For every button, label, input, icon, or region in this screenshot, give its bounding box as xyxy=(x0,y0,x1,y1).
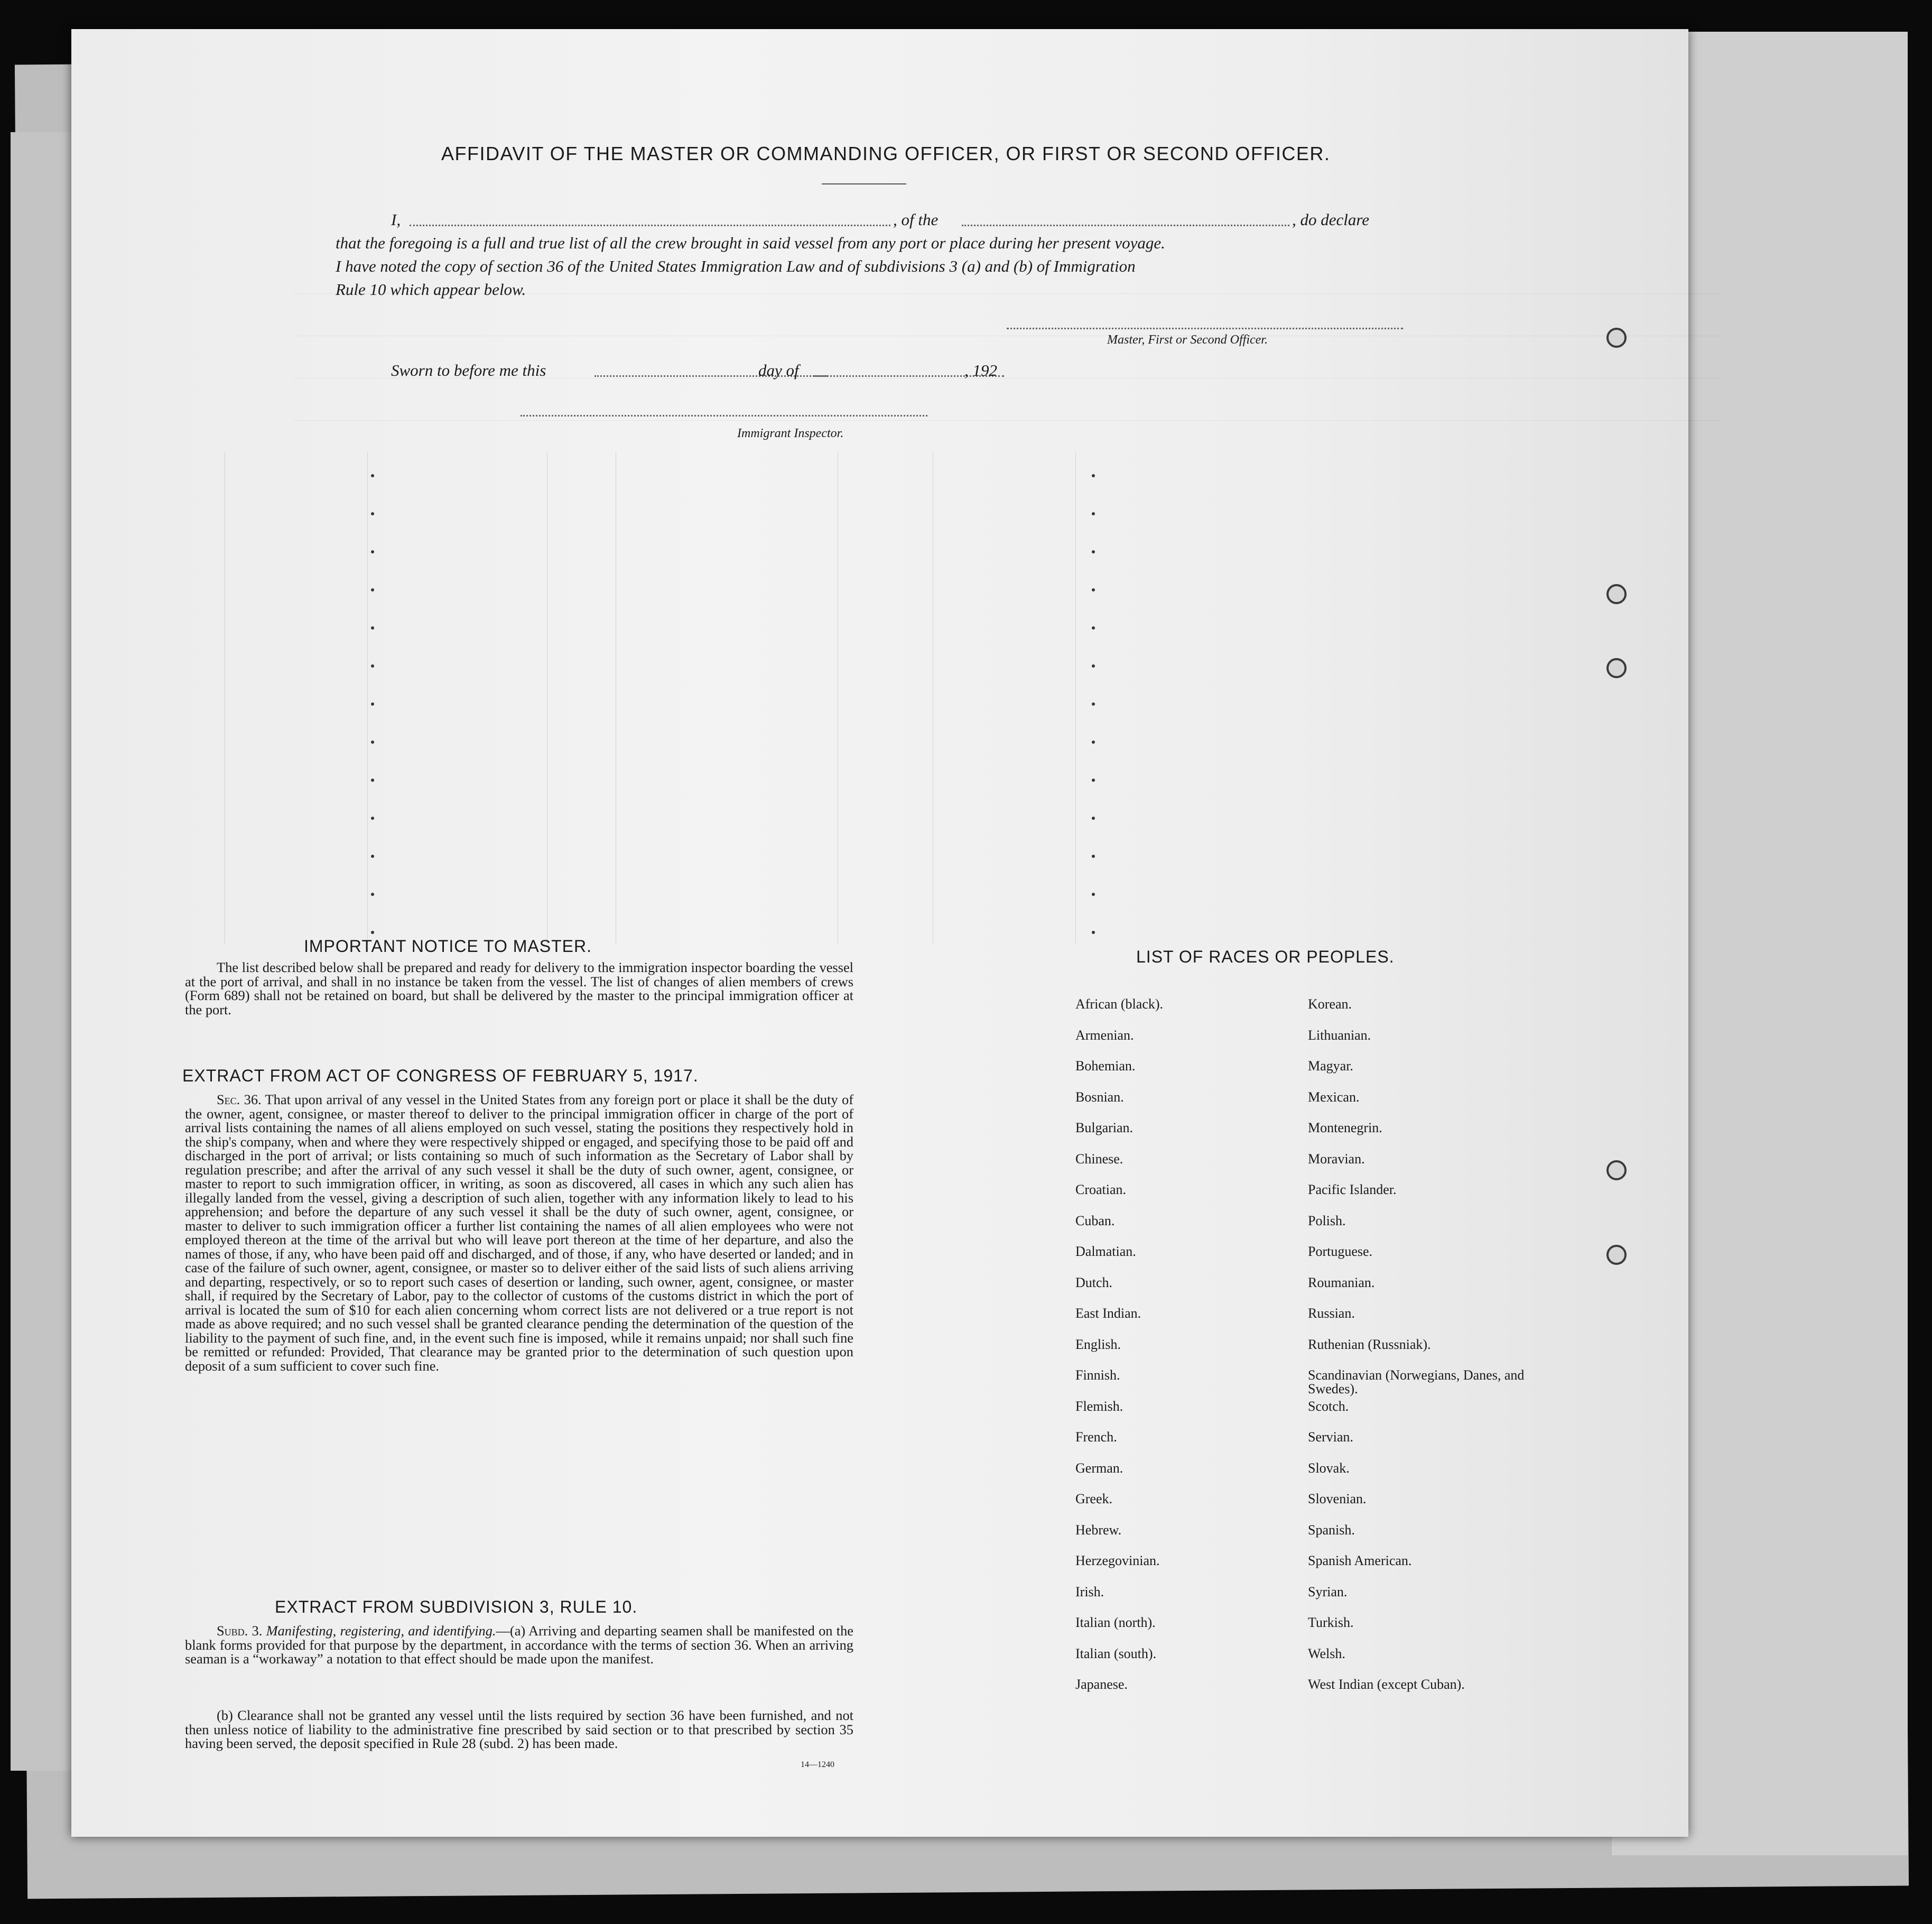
section-text: That upon arrival of any vessel in the United States from any foreign port or place it shall be the duty of the owner, agent, consignee, or master thereof to deliver to the principal immigration officer in charge of the port of arrival lists containing the names of all aliens employed on such vessel, stating the positions they respectively hold in the ship's company, when and where they were respectively shipped or engaged, and specifying those to be paid off and discharged in the port of arrival; or lists containing so much of such information as the Secretary of Labor shall by regulation prescribe; and after the arrival of any such vessel it shall be the duty of such owner, agent, consignee, or master to report to such immigration officer, in writing, as soon as discovered, all cases in which any such alien has illegally landed from the vessel, giving a description of such alien, together with any information likely to lead to his apprehension; and before the departure of any such vessel it shall be the duty of such owner, agent, consignee, or master to deliver to such immigration officer a further list containing the names of all alien employees who were not employed thereon at the time of the arrival but who will leave port thereon at the time of her departure, and also the names of those, if any, who have been paid off and discharged, and of those, if any, who have deserted or landed; and in case of the failure of such owner, agent, consignee, or master so to deliver either of the said lists of such aliens arriving and departing, respectively, or so to report such cases of desertion or landing, such owner, agent, consignee, or master shall, if required by the Secretary of Labor, pay to the collector of customs of the customs district in which the port of arrival is located the sum of $10 for each alien concerning whom correct lists are not delivered or a true report is not made as above required; and no such vessel shall be granted clearance pending the determination of the question of the liability to the payment of such fine, and, in the event such fine is imposed, while it remains unpaid; nor shall such fine be remitted or refunded: Provided, That clearance may be granted prior to the determination of such question upon deposit of a sum sufficient to cover such fine. xyxy=(185,1092,853,1374)
race-item: Roumanian. xyxy=(1308,1274,1375,1290)
declaration-of-the: , of the xyxy=(893,210,939,229)
form-number: 14—1240 xyxy=(801,1760,834,1769)
race-item: Slovenian. xyxy=(1308,1491,1367,1506)
race-item: Korean. xyxy=(1308,996,1352,1012)
day-of-text: day of xyxy=(758,361,799,380)
race-item: Italian (north). xyxy=(1075,1615,1156,1630)
section-label: Sec. 36. xyxy=(217,1092,262,1107)
notice-title: IMPORTANT NOTICE TO MASTER. xyxy=(304,937,592,956)
race-item: Dutch. xyxy=(1075,1274,1113,1290)
race-item: Mexican. xyxy=(1308,1089,1360,1105)
race-item: African (black). xyxy=(1075,996,1164,1012)
race-item: Welsh. xyxy=(1308,1645,1345,1661)
extract-act-text xyxy=(185,1093,853,1373)
race-item: Scotch. xyxy=(1308,1398,1349,1414)
inspector-signature-field[interactable] xyxy=(521,415,927,417)
race-item: Russian. xyxy=(1308,1306,1355,1321)
affidavit-title: AFFIDAVIT OF THE MASTER OR COMMANDING OFFICER, OR FIRST OR SECOND OFFICER. xyxy=(441,143,1331,164)
race-item: Cuban. xyxy=(1075,1213,1115,1228)
race-item: Lithuanian. xyxy=(1308,1027,1371,1043)
race-item: Armenian. xyxy=(1075,1027,1134,1043)
race-item: Turkish. xyxy=(1308,1615,1354,1630)
race-item: Dalmatian. xyxy=(1075,1244,1136,1259)
race-item: East Indian. xyxy=(1075,1306,1141,1321)
races-title: LIST OF RACES OR PEOPLES. xyxy=(1136,947,1395,966)
races-right-column xyxy=(1308,997,1535,1709)
year-text: , 192 xyxy=(964,361,997,380)
race-item: Japanese. xyxy=(1075,1677,1128,1692)
punch-hole xyxy=(1606,328,1627,348)
race-item: Croatian. xyxy=(1075,1182,1127,1197)
race-item: Chinese. xyxy=(1075,1151,1123,1167)
race-item: Servian. xyxy=(1308,1429,1353,1445)
extract-rule-text-a xyxy=(185,1624,853,1666)
vessel-field[interactable] xyxy=(962,225,1289,226)
race-item: Greek. xyxy=(1075,1491,1113,1506)
punch-hole xyxy=(1606,1245,1627,1265)
race-item: Irish. xyxy=(1075,1584,1104,1599)
race-item: Bohemian. xyxy=(1075,1058,1136,1074)
title-rule xyxy=(822,183,906,184)
subdivision-heading: Manifesting, registering, and identifying. xyxy=(266,1623,496,1639)
race-item: Spanish American. xyxy=(1308,1553,1412,1568)
race-item: Spanish. xyxy=(1308,1522,1355,1538)
punch-hole xyxy=(1606,658,1627,678)
race-item: Montenegrin. xyxy=(1308,1120,1382,1135)
race-item: Hebrew. xyxy=(1075,1522,1122,1538)
punch-hole xyxy=(1606,1160,1627,1180)
race-item: Herzegovinian. xyxy=(1075,1553,1160,1568)
punch-hole xyxy=(1606,584,1627,604)
race-item: German. xyxy=(1075,1460,1123,1476)
race-item: Finnish. xyxy=(1075,1367,1120,1383)
race-item: Magyar. xyxy=(1308,1058,1353,1074)
race-item: Bulgarian. xyxy=(1075,1120,1134,1135)
race-item: Flemish. xyxy=(1075,1398,1123,1414)
sworn-text: Sworn to before me this xyxy=(391,361,546,380)
subdivision-label: Subd. 3. xyxy=(217,1623,263,1639)
declaration-i: I, xyxy=(391,210,401,229)
declaration-line-2: that the foregoing is a full and true list of all the crew brought in said vessel from any port or place during her present voyage. xyxy=(336,234,1165,252)
name-field[interactable] xyxy=(410,225,890,226)
notice-text: The list described below shall be prepared and ready for delivery to the immigration inspector boarding the vessel at the port of arrival, and shall in no instance be taken from the vessel. The list of changes of alien members of crews (Form 689) shall not be retained on board, but shall be delivered by the master to the principal immigration officer at the port. xyxy=(185,959,853,1018)
extract-rule-text-b: (b) Clearance shall not be granted any vessel until the lists required by section 36 have been furnished, and not then unless notice of liability to the administrative fine prescribed by said section or to that prescribed by section 35 having been served, the deposit specified in Rule 28 (subd. 2) has been made. xyxy=(185,1707,853,1751)
race-item: Ruthenian (Russniak). xyxy=(1308,1336,1431,1352)
officer-signature-field[interactable] xyxy=(1007,328,1403,329)
inspector-label: Immigrant Inspector. xyxy=(737,427,844,440)
race-item: Syrian. xyxy=(1308,1584,1348,1599)
races-left-column xyxy=(1075,997,1163,1709)
race-item: Bosnian. xyxy=(1075,1089,1124,1105)
extract-act-title: EXTRACT FROM ACT OF CONGRESS OF FEBRUARY 5, 1917. xyxy=(182,1066,699,1085)
race-item: Portuguese. xyxy=(1308,1244,1373,1259)
manifest-page xyxy=(71,29,1688,1837)
subdivision-text-a: —(a) Arriving and departing seamen shall be manifested on the blank forms provided for that purpose by the department, in accordance with the terms of section 36. When an arriving seaman is a “workaway” a notation to that effect should be made upon the manifest. xyxy=(185,1623,853,1667)
race-item: English. xyxy=(1075,1336,1121,1352)
race-item: French. xyxy=(1075,1429,1117,1445)
race-item: Italian (south). xyxy=(1075,1645,1157,1661)
race-item: Scandinavian (Norwegians, Danes, and Swedes). xyxy=(1308,1367,1525,1396)
race-item: Polish. xyxy=(1308,1213,1346,1228)
race-item: Pacific Islander. xyxy=(1308,1182,1397,1197)
declaration-declare: , do declare xyxy=(1292,210,1370,229)
declaration-line-4: Rule 10 which appear below. xyxy=(336,280,526,299)
officer-label: Master, First or Second Officer. xyxy=(1107,333,1268,347)
declaration-line-3: I have noted the copy of section 36 of the United States Immigration Law and of subdivisions 3 (a) and (b) of Immigration xyxy=(336,257,1136,275)
race-item: West Indian (except Cuban). xyxy=(1308,1677,1465,1692)
race-item: Slovak. xyxy=(1308,1460,1350,1476)
race-item: Moravian. xyxy=(1308,1151,1365,1167)
extract-rule-title: EXTRACT FROM SUBDIVISION 3, RULE 10. xyxy=(275,1597,638,1616)
